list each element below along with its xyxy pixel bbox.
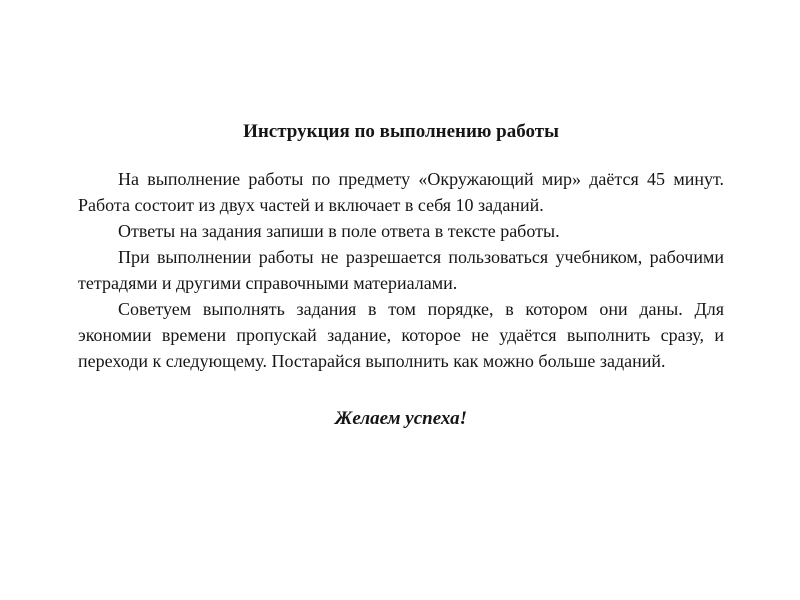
document-title: Инструкция по выполнению работы xyxy=(243,121,559,142)
paragraph-answers: Ответы на задания запиши в поле ответа в тексте работы. xyxy=(118,221,560,241)
instruction-document xyxy=(78,118,724,433)
paragraph-time-and-structure: На выполнение работы по предмету «Окружающий мир» даётся 45 минут. Работа состоит из двух частей и включает в себя 10 заданий. xyxy=(78,169,724,215)
paragraph-advice: Советуем выполнять задания в том порядке, в котором они даны. Для экономии времени пропускай задание, которое не удаётся выполнить сразу, и переходи к следующему. Постарайся выполнить как можно больше заданий. xyxy=(78,299,724,371)
closing-wish: Желаем успеха! xyxy=(334,408,468,429)
paragraph-materials: При выполнении работы не разрешается пользоваться учебником, рабочими тетрадями и другими справочными материалами. xyxy=(78,247,724,293)
